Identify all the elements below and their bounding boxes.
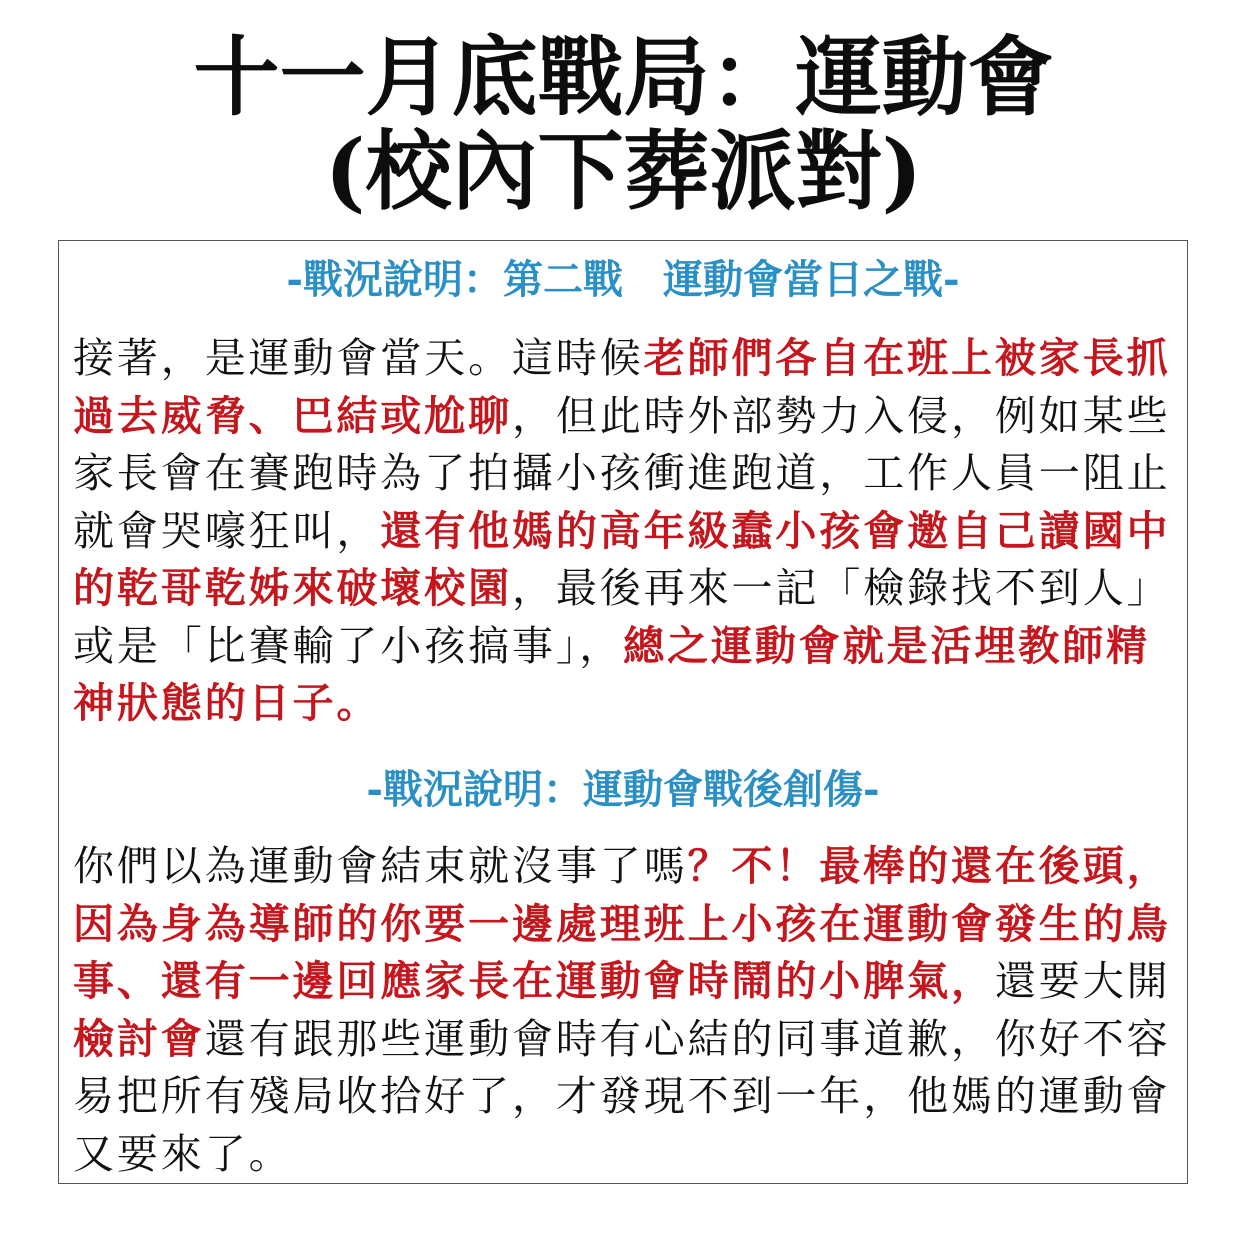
content-panel xyxy=(58,240,1188,1184)
highlighted-text: ？不！最棒的還在後頭，因為身為導師的你要一邊處理班上小孩在運動會發生的鳥事、還有一邊回應家長在運動會時鬧的小脾氣， xyxy=(73,842,1171,1005)
highlighted-text: 老師們各自在班上被家長抓過去威脅、巴結或尬聊 xyxy=(73,334,1171,440)
body-text: 你們以為運動會結束就沒事了嗎 xyxy=(73,842,688,890)
body-text: 接著，是運動會當天。這時候 xyxy=(73,334,644,382)
highlighted-text: 檢討會 xyxy=(73,1014,205,1063)
highlighted-text: 總之運動會就是活埋教師精神狀態的日子。 xyxy=(73,621,1151,727)
highlighted-text: 還有他媽的高年級蠢小孩會邀自己讀國中的乾哥乾姊來破壞校園 xyxy=(73,506,1171,612)
body-text: ，最後再來一記「檢錄找不到人」或是「比賽輸了小孩搞事」， xyxy=(73,564,1171,670)
body-text: 還要大開 xyxy=(994,957,1171,1005)
page-subtitle: (校內下葬派對) xyxy=(324,121,923,222)
body-text: ，但此時外部勢力入侵，例如某些家長會在賽跑時為了拍攝小孩衝進跑道，工作人員一阻止就會哭嚎狂叫， xyxy=(73,391,1171,555)
section-heading-match-day: -戰況說明：第二戰 運動會當日之戰- xyxy=(286,256,960,303)
section-body-match-day xyxy=(73,330,1175,733)
section-heading-aftermath: -戰況說明：運動會戰後創傷- xyxy=(366,766,880,813)
section-body-aftermath xyxy=(73,838,1175,1183)
page-title: 十一月底戰局：運動會 xyxy=(193,27,1054,128)
body-text: 還有跟那些運動會時有心結的同事道歉，你好不容易把所有殘局收拾好了，才發現不到一年，他媽的運動會又要來了。 xyxy=(73,1014,1171,1178)
